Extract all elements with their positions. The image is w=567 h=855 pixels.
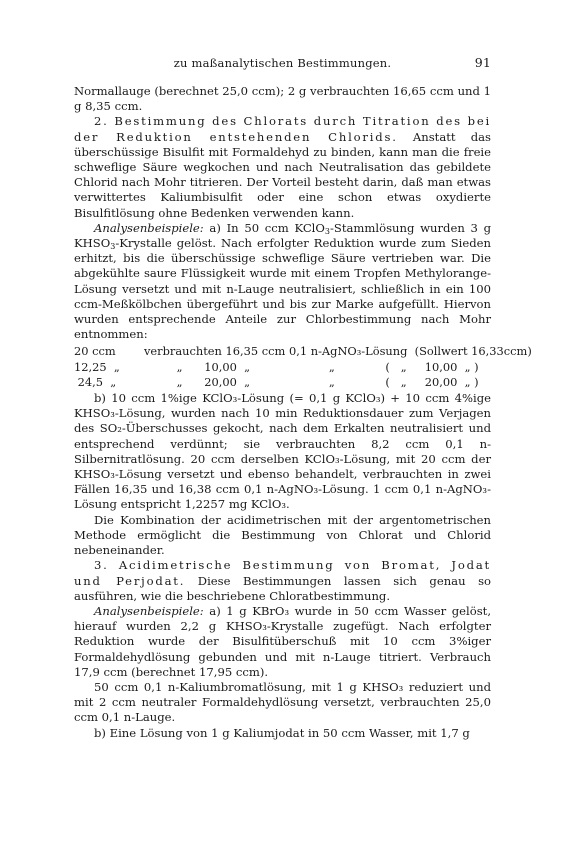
table-cell: 12,25 „ xyxy=(74,359,120,374)
section-heading-3: 3. Acidimetrische Bestimmung von Bromat, Jodat und Perjodat. xyxy=(74,558,491,588)
table-cell: „ 10,00 „ xyxy=(144,359,250,374)
paragraph-3 xyxy=(74,221,491,343)
paragraph-7-text: a) 1 g KBrO₃ wurde in 50 ccm Wasser gelöst, hierauf wurden 2,2 g KHSO₃-Krystalle zugefügt. Nach erfolgter Reduktion wurde der Bisulfitüberschuß mit 10 ccm 3%iger Formaldehydlösung gebunden und mit n-Lauge titriert. Verbrauch 17,9 ccm (berechnet 17,95 ccm). xyxy=(74,603,492,679)
page-header xyxy=(74,56,491,72)
paragraph-7 xyxy=(74,604,491,680)
table-cell: „ ( „ 10,00 „ ) xyxy=(289,359,479,374)
table-cell: 20 ccm xyxy=(74,344,116,359)
subscript: 3 xyxy=(324,226,330,236)
running-title: zu maßanalytischen Bestimmungen. xyxy=(173,56,392,70)
table-row xyxy=(74,344,532,359)
table-cell: „ 20,00 „ xyxy=(144,374,250,389)
table-row xyxy=(74,360,491,375)
table-cell: „ ( „ 20,00 „ ) xyxy=(289,374,479,389)
paragraph-8: 50 ccm 0,1 n-Kaliumbromatlösung, mit 1 g KHSO₃ reduziert und mit 2 ccm neutraler Formaldehydlösung versetzt, verbrauchten 25,0 ccm 0,1 n-Lauge. xyxy=(74,679,491,725)
page-body xyxy=(74,84,532,741)
paragraph-4: b) 10 ccm 1%ige KClO₃-Lösung (= 0,1 g KClO₃) + 10 ccm 4%ige KHSO₃-Lösung, wurden nach 10 min Reduktionsdauer zum Verjagen des SO₂-Überschusses gekocht, nach dem Erkalten neutralisiert und entsprechend verdünnt; sie verbrauchten 8,2 ccm 0,1 n-Silbernitratlösung. 20 ccm derselben KClO₃-Lösung, mit 20 ccm der KHSO₃-Lösung versetzt und ebenso behandelt, verbrauchten in zwei Fällen 16,35 und 16,38 ccm 0,1 n-AgNO₃-Lösung. 1 ccm 0,1 n-AgNO₃-Lösung entspricht 1,2257 mg KClO₃. xyxy=(74,391,491,512)
section-heading-2: 2. Bestimmung des Chlorats durch Titration des bei der Reduktion entstehenden Chlorids. xyxy=(74,114,491,144)
table-cell: verbrauchten 16,35 ccm xyxy=(144,344,286,359)
paragraph-5: Die Kombination der acidimetrischen mit der argentometrischen Methode ermöglicht die Bestimmung von Chlorat und Chlorid nebeneinander. xyxy=(74,512,491,558)
paragraph-6-text: Diese Bestimmungen lassen sich genau so ausführen, wie die beschriebene Chloratbestimmung. xyxy=(74,573,492,603)
paragraph-2-text: Anstatt das überschüssige Bisulfit mit Formaldehyd zu binden, kann man die freie schweflige Säure wegkochen und nach Neutralisation das gebildete Chlorid nach Mohr titrieren. Der Vorteil besteht darin, daß man etwas verwittertes Kaliumbisulfit oder eine schon etwas oxydierte Bisulfitlösung ohne Bedenken verwenden kann. xyxy=(74,129,492,220)
paragraph-2 xyxy=(74,114,491,220)
table-cell: 24,5 „ xyxy=(74,374,117,389)
paragraph-9: b) Eine Lösung von 1 g Kaliumjodat in 50 ccm Wasser, mit 1,7 g xyxy=(94,725,470,740)
table-row xyxy=(74,375,491,390)
example-label: Analysenbeispiele: xyxy=(94,220,204,235)
example-label: Analysenbeispiele: xyxy=(94,603,204,618)
subscript: 3 xyxy=(110,242,116,252)
paragraph-6 xyxy=(74,558,491,604)
paragraph-3-part-1: a) In 50 ccm KClO xyxy=(209,220,325,235)
paragraph-3-part-2: -Stammlösung wurden 3 g KHSO xyxy=(74,220,492,251)
page-number: 91 xyxy=(474,55,491,70)
table-cell: 0,1 n-AgNO₃-Lösung (Sollwert 16,33ccm) xyxy=(289,344,532,359)
paragraph-3-part-3: -Krystalle gelöst. Nach erfolgter Reduktion wurde zum Sieden erhitzt, bis die überschüssige schweflige Säure vertrieben war. Die abgekühlte saure Flüssigkeit wurde mit einem Tropfen Methylorange-Lösung versetzt und mit n-Lauge neutralisiert, schließlich in ein 100 ccm-Meßkölbchen übergeführt und bis zur Marke aufgefüllt. Hiervon wurden entsprechende Anteile zur Chlorbestimmung nach Mohr entnommen: xyxy=(74,236,491,342)
titration-results-table xyxy=(74,344,532,390)
paragraph-1: Normallauge (berechnet 25,0 ccm); 2 g verbrauchten 16,65 ccm und 1 g 8,35 ccm. xyxy=(74,84,491,114)
